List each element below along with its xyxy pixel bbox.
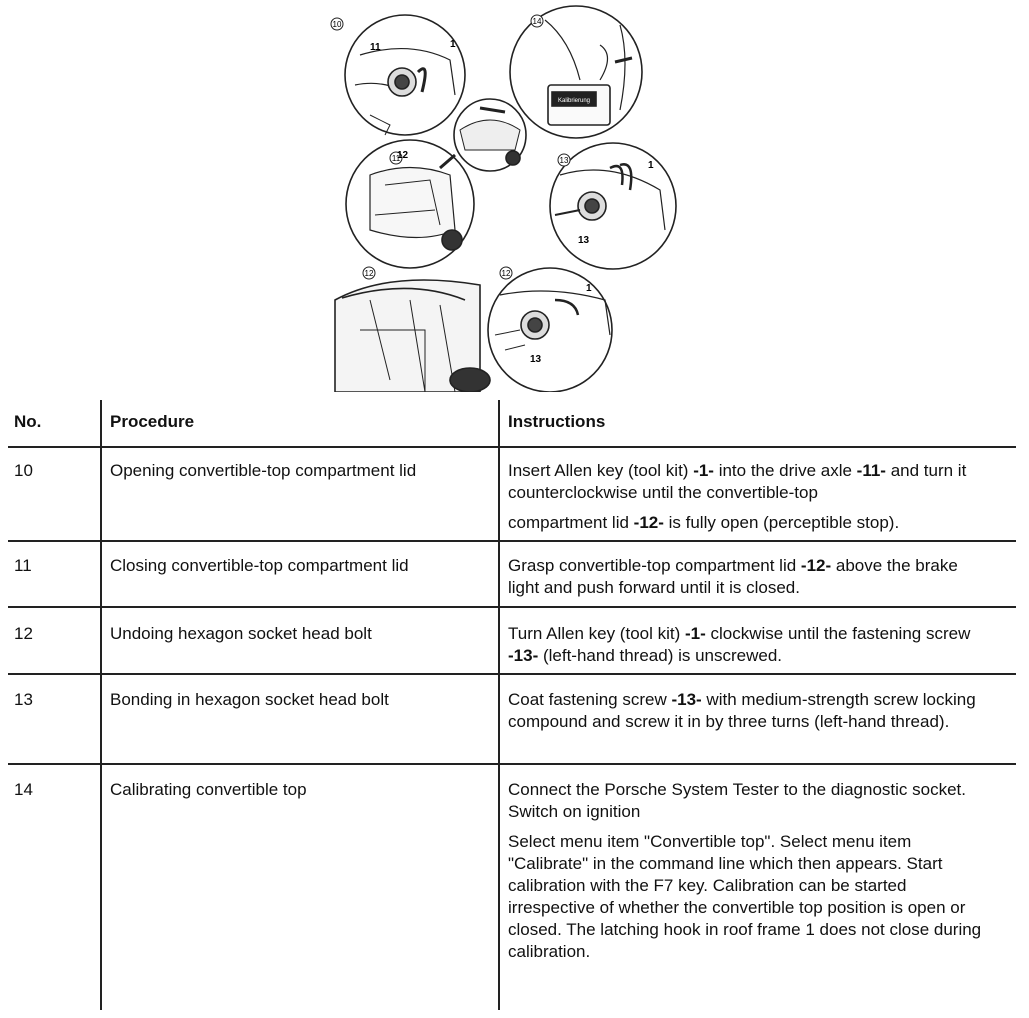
instruction-text: Switch on ignition	[508, 802, 641, 821]
row-procedure: Calibrating convertible top	[110, 780, 307, 799]
instruction-text: into the drive axle	[713, 461, 857, 480]
instruction-text: compartment lid	[508, 513, 634, 532]
row-rule	[8, 763, 1016, 765]
callout-ref: -12-	[633, 513, 664, 532]
instruction-text: above the brake light and push forward until it is closed.	[508, 556, 958, 597]
instruction-text: is fully open (perceptible stop).	[663, 513, 900, 532]
tester-screen-label: Kalibrierung	[557, 98, 591, 104]
callout-ref: -12-	[800, 556, 832, 575]
callout-ref: -1-	[693, 461, 714, 480]
instruction-text: Coat fastening screw	[508, 690, 672, 709]
callout-ref: -13-	[508, 646, 539, 665]
callout-ref: -11-	[856, 461, 886, 480]
instruction-text: Grasp convertible-top compartment lid	[508, 556, 801, 575]
callout-ref: -1-	[685, 624, 706, 643]
panel-number: 12	[501, 269, 511, 278]
instruction-text: clockwise until the fastening screw	[705, 624, 971, 643]
row-procedure: Undoing hexagon socket head bolt	[110, 624, 372, 643]
panel-number: 13	[559, 156, 569, 165]
instruction-text: Insert Allen key (tool kit)	[508, 461, 694, 480]
row-procedure: Bonding in hexagon socket head bolt	[110, 690, 389, 709]
row-procedure: Closing convertible-top compartment lid	[110, 556, 409, 575]
panel-12-circle	[488, 268, 612, 392]
callout-label: 11	[370, 42, 381, 53]
callout-label: 1	[450, 39, 456, 50]
header-no: No.	[14, 412, 42, 431]
header-rule	[8, 446, 1016, 448]
row-instructions	[508, 689, 993, 733]
row-instructions	[508, 555, 993, 599]
instruction-text: Connect the Porsche System Tester to the diagnostic socket.	[508, 780, 966, 799]
panel-number: 11	[391, 154, 401, 163]
row-rule	[8, 673, 1016, 675]
header-procedure: Procedure	[110, 412, 195, 431]
callout-label: 1	[648, 160, 654, 171]
column-divider-2	[498, 400, 500, 1010]
callout-label: 13	[578, 235, 590, 246]
instruction-text: (left-hand thread) is unscrewed.	[538, 646, 783, 665]
wheel-sketch	[450, 368, 490, 392]
callout-ref: -13-	[671, 690, 702, 709]
procedure-illustration	[330, 0, 700, 392]
instruction-text: and turn it counterclockwise until the convertible-top	[508, 461, 967, 502]
panel-number: 14	[532, 17, 542, 26]
callout-label: 13	[530, 354, 542, 365]
row-instructions	[508, 779, 993, 963]
column-divider-1	[100, 400, 102, 1010]
callout-label: 12	[397, 150, 409, 161]
instruction-text: Turn Allen key (tool kit)	[508, 624, 685, 643]
panel-number: 10	[332, 20, 342, 29]
instruction-text: Select menu item "Convertible top". Select menu item "Calibrate" in the command line which then appears. Start calibration with the F7 key. Calibration can be started irrespective of whether the convertible top position is open or closed. The latching hook in roof frame 1 does not close during calibration.	[508, 832, 982, 961]
row-number: 10	[14, 461, 33, 480]
header-instructions: Instructions	[508, 412, 606, 431]
instruction-text: with medium-strength screw locking compound and screw it in by three turns (left-hand thread).	[508, 690, 976, 731]
row-rule	[8, 540, 1016, 542]
panel-number: 12	[364, 269, 374, 278]
row-rule	[8, 606, 1016, 608]
row-number: 12	[14, 624, 33, 643]
row-number: 13	[14, 690, 33, 709]
callout-label: 1	[586, 283, 592, 294]
row-number: 14	[14, 780, 33, 799]
row-procedure: Opening convertible-top compartment lid	[110, 461, 417, 480]
row-instructions	[508, 460, 993, 534]
row-number: 11	[14, 556, 32, 575]
row-instructions	[508, 623, 993, 667]
